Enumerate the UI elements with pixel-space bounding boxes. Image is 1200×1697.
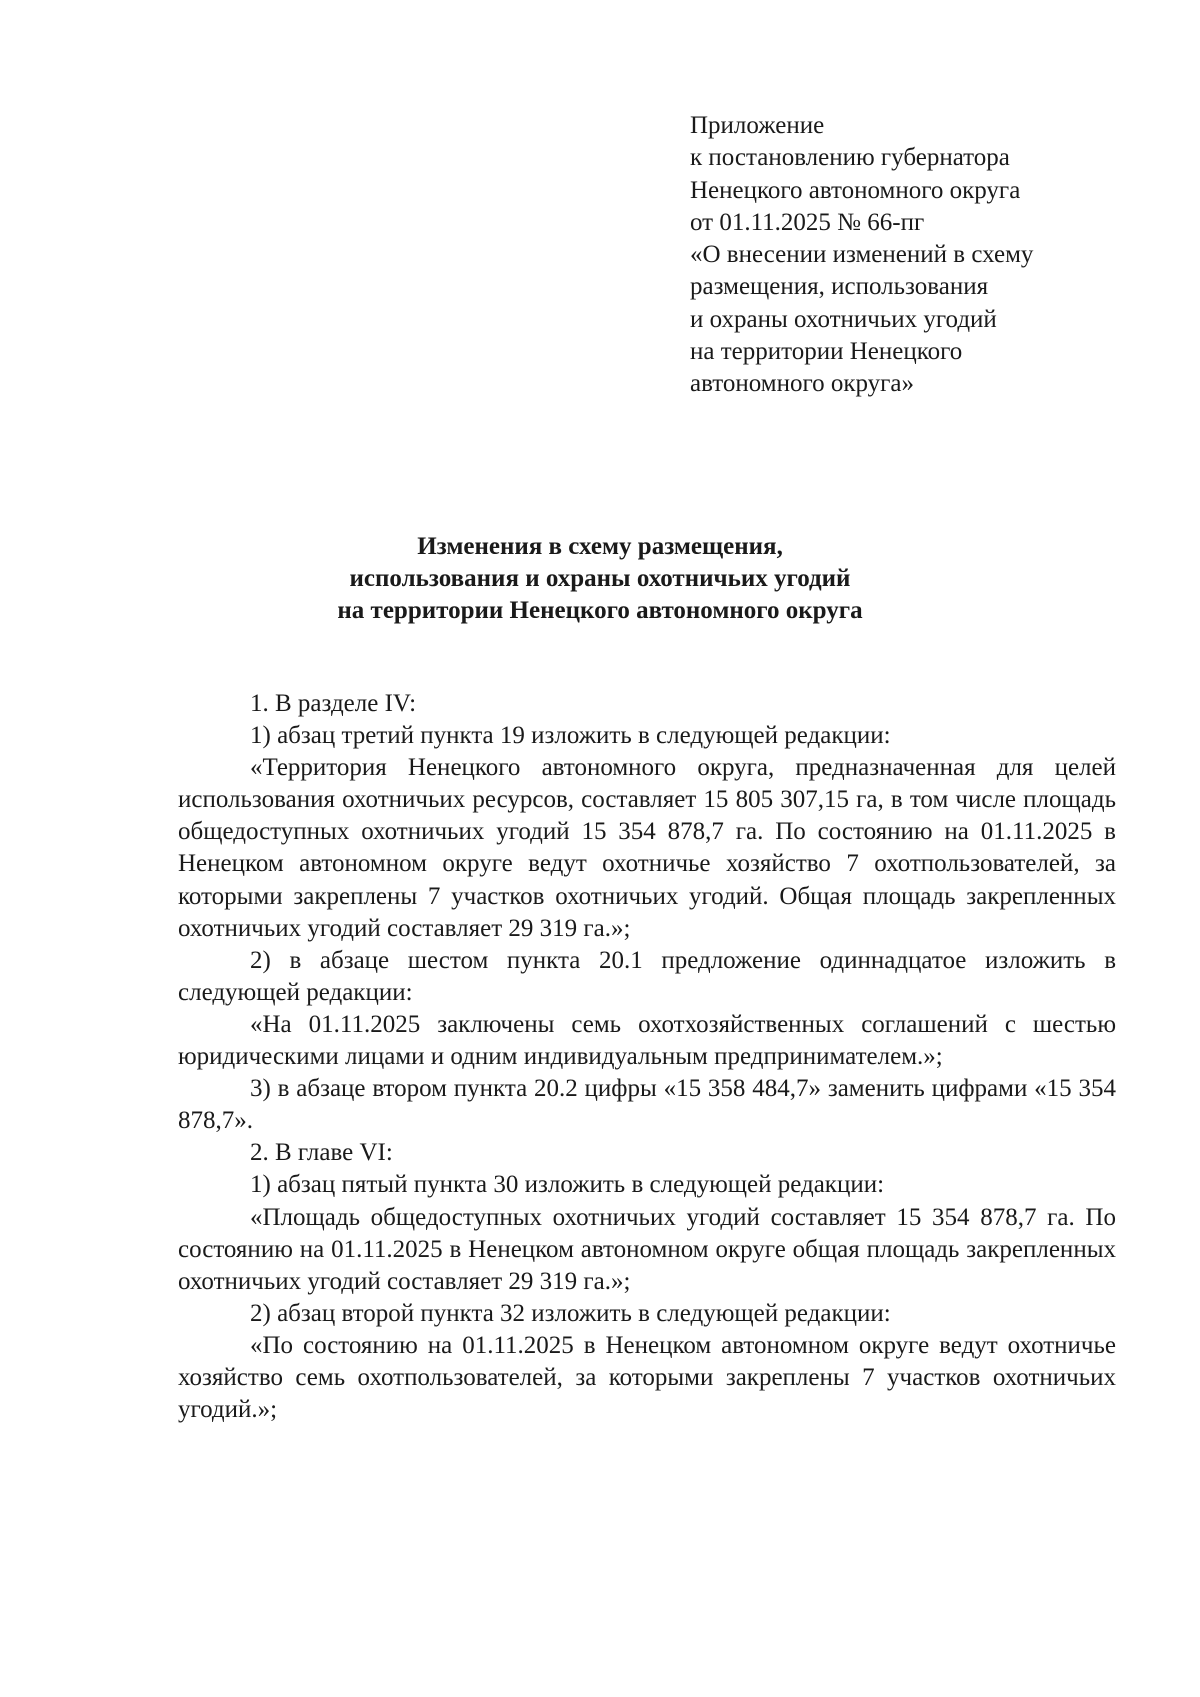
appendix-header: [690, 110, 1033, 401]
amendment-item: 2) абзац второй пункта 32 изложить в следующей редакции:: [250, 1299, 891, 1327]
quoted-text: «На 01.11.2025 заключены семь охотхозяйственных соглашений с шестью юридическими лицами и одним индивидуальным предпринимателем.»;: [178, 1010, 1116, 1071]
appendix-line: от 01.11.2025 № 66-пг: [690, 208, 925, 236]
title-line: использования и охраны охотничьих угодий: [349, 565, 851, 592]
quoted-text: «Площадь общедоступных охотничьих угодий составляет 15 354 878,7 га. По состоянию на 01.11.2025 в Ненецком автономном округе общая площадь закрепленных охотничьих угодий составляет 29 319 га.»;: [178, 1203, 1116, 1295]
appendix-line: Приложение: [690, 112, 825, 139]
section-heading: 1. В разделе IV:: [250, 690, 417, 717]
appendix-line: автономного округа»: [690, 370, 915, 398]
amendment-item: 2) в абзаце шестом пункта 20.1 предложение одиннадцатое изложить в следующей редакции:: [178, 946, 1116, 1006]
appendix-line: размещения, использования: [690, 273, 989, 301]
title-line: на территории Ненецкого автономного округа: [337, 597, 863, 624]
section-heading: 2. В главе VI:: [250, 1139, 393, 1167]
document-body: [178, 688, 1116, 1426]
appendix-line: Ненецкого автономного округа: [690, 176, 1021, 204]
title-line: Изменения в схему размещения,: [417, 533, 783, 560]
amendment-item: 3) в абзаце втором пункта 20.2 цифры «15 358 484,7» заменить цифрами «15 354 878,7».: [178, 1075, 1116, 1135]
quoted-text: «По состоянию на 01.11.2025 в Ненецком автономном округе ведут охотничье хозяйство семь охотпользователей, за которыми закреплены 7 участков охотничьих угодий.»;: [178, 1331, 1116, 1424]
appendix-line: и охраны охотничьих угодий: [690, 305, 997, 333]
amendment-item: 1) абзац пятый пункта 30 изложить в следующей редакции:: [250, 1171, 885, 1199]
appendix-line: на территории Ненецкого: [690, 338, 963, 366]
quoted-text: «Территория Ненецкого автономного округа, предназначенная для целей использования охотничьих ресурсов, составляет 15 805 307,15 га, в том числе площадь общедоступных охотничьих угодий 15 354 878,7 га. По состоянию на 01.11.2025 в Ненецком автономном округе ведут охотничье хозяйство 7 охотпользователей, за которыми закреплены 7 участков охотничьих угодий. Общая площадь закрепленных охотничьих угодий составляет 29 319 га.»;: [178, 754, 1116, 942]
amendment-item: 1) абзац третий пункта 19 изложить в следующей редакции:: [250, 722, 891, 750]
appendix-line: к постановлению губернатора: [690, 144, 1010, 172]
document-title: [0, 531, 1200, 627]
appendix-line: «О внесении изменений в схему: [690, 241, 1034, 269]
